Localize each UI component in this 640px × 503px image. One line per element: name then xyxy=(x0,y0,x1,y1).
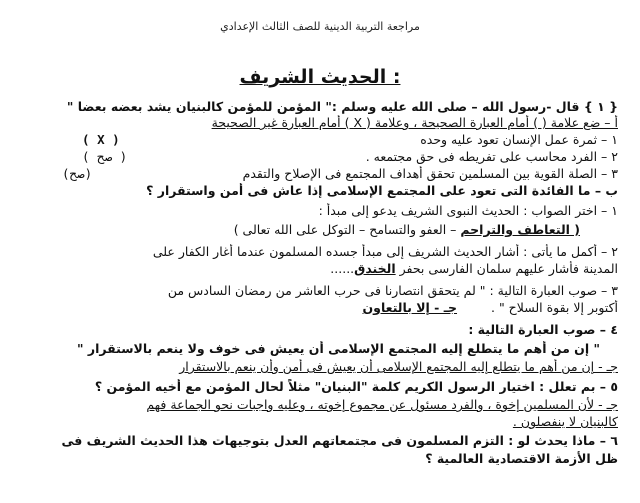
correct-question: ٣ – صوب العبارة التالية : " لم يتحقق انتصارنا فى حرب العاشر من رمضان السادس من xyxy=(167,283,618,298)
complete-question: ٢ – أكمل ما يأتى : أشار الحديث الشريف إلى مبدأ جسده المسلمون عندما أغار الكفار على xyxy=(152,244,618,259)
question-1: { ١ } قال -رسول الله – صلى الله عليه وسلم :" المؤمن للمؤمن كالبنيان يشد بعضه بعضا " xyxy=(66,99,618,114)
statement-answer: ( صح ) xyxy=(82,149,128,164)
statement-text: ٢ – الفرد محاسب على تفريطه فى حق مجتمعه . xyxy=(365,149,618,164)
statement-answer: ( X ) xyxy=(82,132,120,147)
correct-question-cont xyxy=(22,300,618,315)
page-header: مراجعة التربية الدينية للصف الثالث الإعدادي xyxy=(220,20,420,33)
page-title: : الحديث الشريف xyxy=(239,66,401,88)
statement-text: ١ – ثمرة عمل الإنسان تعود عليه وحده xyxy=(420,132,618,147)
choose-options xyxy=(22,222,580,237)
what-if-question-cont: ظل الأزمة الاقتصادية العالمية ؟ xyxy=(425,451,618,466)
answer-4: جـ - إن من أهم ما يتطلع إليه المجتمع الإسلامى أن يعيش فى أمن وأن ينعم بالاستقرار xyxy=(179,359,618,374)
complete-question-cont xyxy=(22,261,618,276)
statement-2 xyxy=(22,149,618,164)
statement-text: ٣ – الصلة القوية بين المسلمين تحقق أهداف المجتمع فى الإصلاح والتقدم xyxy=(242,166,618,181)
statement-1 xyxy=(22,132,618,147)
complete-dots: ...... xyxy=(330,261,355,276)
section-a-heading: أ – ضع علامة ( ) أمام العبارة الصحيحة ، وعلامة ( X ) أمام العبارة غير الصحيحة xyxy=(211,115,618,130)
justify-answer: جـ - لأن المسلمين إخوة ، والفرد مسئول عن مجموع إخوته ، وعليه واجبات نحو الجماعة فهم xyxy=(146,397,618,412)
statement-answer: (صح) xyxy=(62,166,93,181)
correct-option: ( التعاطف والتراحم xyxy=(460,222,580,237)
correct-text: أكتوبر إلا بقوة السلاح " . xyxy=(491,300,618,315)
complete-text: المدينة فأشار عليهم سلمان الفارسى بحفر xyxy=(395,261,618,276)
choose-question: ١ – اختر الصواب : الحديث النبوى الشريف يدعو إلى مبدأ : xyxy=(318,203,618,218)
correct-answer: جـ - إلا بالتعاون xyxy=(362,300,458,315)
correct-question-4: ٤ – صوب العبارة التالية : xyxy=(468,322,618,337)
justify-question: ٥ – بم تعلل : اختيار الرسول الكريم كلمة "البنيان" مثلاً لحال المؤمن مع أخيه المؤمن ؟ xyxy=(94,379,618,394)
complete-answer: الخندق xyxy=(354,261,396,276)
other-options: – العفو والتسامح – التوكل على الله تعالى ) xyxy=(233,222,461,237)
section-b-heading: ب – ما الفائدة التى تعود على المجتمع الإسلامى إذا عاش فى أمن واستقرار ؟ xyxy=(146,183,618,198)
quote-4: " إن من أهم ما يتطلع إليه المجتمع الإسلامى أن يعيش فى خوف ولا ينعم بالاستقرار " xyxy=(77,341,600,356)
justify-answer-cont: كالبنيان لا ينفصلون . xyxy=(512,414,618,429)
statement-3 xyxy=(22,166,618,181)
what-if-question: ٦ – ماذا يحدث لو : التزم المسلمون فى مجتمعاتهم العدل بتوجيهات هذا الحديث الشريف فى xyxy=(61,433,618,448)
